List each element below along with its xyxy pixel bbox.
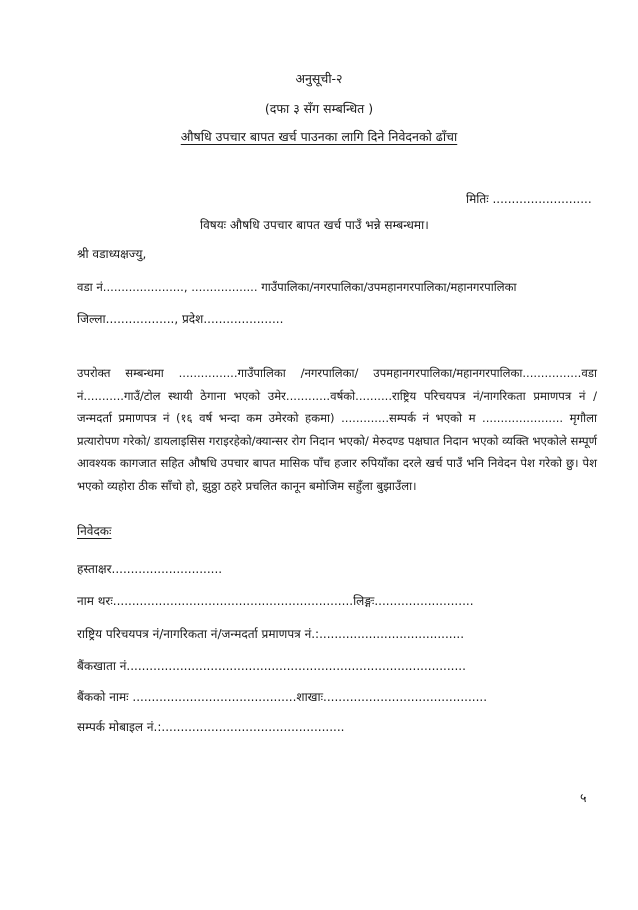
id-number-field: राष्ट्रिय परिचयपत्र नं/नागरिकता नं/जन्मदर्ता प्रमाणपत्र नं.:...................................... (77, 627, 465, 641)
salutation: श्री वडाध्यक्षज्यु, (77, 247, 147, 261)
bank-account-field: बैंकखाता नं......................................................................................... (77, 659, 466, 673)
form-title: औषधि उपचार बापत खर्च पाउनका लागि दिने निवेदनको ढाँचा (180, 129, 458, 144)
schedule-label: अनुसूची-२ (295, 71, 343, 86)
date-field: मितिः .......................... (466, 192, 592, 206)
bank-name-branch-field: बैंकको नामः ...........................................शाखाः........................................... (77, 690, 488, 704)
section-reference: (दफा ३ सँग सम्बन्धित ) (264, 101, 374, 116)
ward-address-line: वडा नं......................, .................. गाउँपालिका/नगरपालिका/उपमहानगरपालिका/महानगरपालिका (77, 280, 517, 294)
applicant-heading: निवेदकः (77, 524, 112, 538)
mobile-number-field: सम्पर्क मोबाइल नं.:................................................ (77, 720, 345, 734)
signature-field: हस्ताक्षर............................. (77, 562, 223, 576)
body-paragraph: उपरोक्त सम्बन्धमा ................गाउँपालिका /नगरपालिका/ उपमहानगरपालिका/महानगरपालिका................वडा नं...........गाउँ/टोल स्थायी ठेगाना भएको उमेर............वर्षको..........राष्ट्रिय परिचयपत्र नं/नागरिकता प्रमाणपत्र नं / जन्मदर्ता प्रमाणपत्र नं (१६ वर्ष भन्दा कम उमेरको हकमा) .............सम्पर्क नं भएको म ...................... मृगौला प्रत्यारोपण गरेको/ डायलाइसिस गराइरहेको/क्यान्सर रोग निदान भएको/ मेरुदण्ड पक्षघात निदान भएको व्यक्ति भएकोले सम्पूर्ण आवश्यक कागजात सहित औषधि उपचार बापत मासिक पाँच हजार रुपियाँका दरले खर्च पाउँ भनि निवेदन पेश गरेको छु। पेश भएको व्यहोरा ठीक साँचो हो, झुठ्ठा ठहरे प्रचलित कानून बमोजिम सहुँला बुझाउँला। (77, 366, 597, 493)
page-number: ५ (580, 790, 587, 805)
district-province-line: जिल्ला.................., प्रदेश..................... (77, 312, 284, 326)
name-gender-field: नाम थरः...............................................................लिङ्गः.......................... (77, 594, 474, 608)
subject-line: विषयः औषधि उपचार बापत खर्च पाउँ भन्ने सम्बन्धमा। (200, 218, 429, 232)
